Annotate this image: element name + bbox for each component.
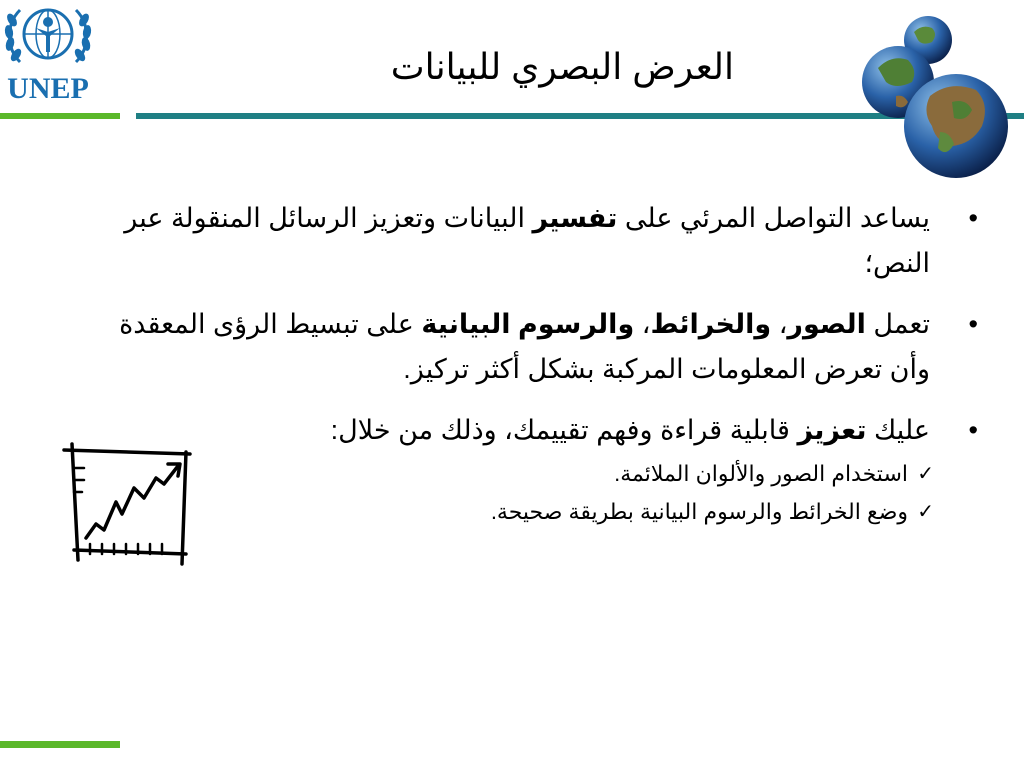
unep-emblem-icon <box>0 0 96 76</box>
page-title: العرض البصري للبيانات <box>390 46 734 87</box>
sub-item-2-text: وضع الخرائط والرسوم البيانية بطريقة صحيحة. <box>490 499 908 524</box>
bullet-2-bold-1: الصور <box>787 309 866 339</box>
bullet-2-text: تعمل <box>865 309 930 339</box>
bullet-3-text: عليك <box>866 415 930 445</box>
bullet-2-text-2: ، <box>771 309 788 339</box>
bullet-1-bold-1: تفسير <box>532 203 618 233</box>
bullet-item-3 <box>72 408 978 529</box>
sub-item-2 <box>72 495 934 529</box>
globes-image <box>856 12 1012 184</box>
bullet-3-bold-1: تعزيز <box>797 415 867 445</box>
bullet-1-text-2: البيانات وتعزيز الرسائل المنقولة عبر النص؛ <box>124 203 930 278</box>
bullet-dot: • <box>968 415 978 445</box>
unep-logo <box>0 0 96 108</box>
bullet-2-bold-3: والرسوم البيانية <box>421 309 635 339</box>
bullet-dot: • <box>968 203 978 233</box>
bullet-3-text-2: قابلية قراءة وفهم تقييمك، وذلك من خلال: <box>330 415 798 445</box>
sub-item-1-text: استخدام الصور والألوان الملائمة. <box>614 461 908 486</box>
bullet-dot: • <box>968 309 978 339</box>
bullet-2-text-4: على تبسيط الرؤى المعقدة وأن تعرض المعلومات المركبة بشكل أكثر تركيز. <box>119 309 930 384</box>
bullet-list <box>72 196 978 545</box>
bullet-2-bold-2: والخرائط <box>650 309 772 339</box>
checkmark-icon: ✓ <box>917 463 934 485</box>
chart-sketch-icon <box>60 438 200 568</box>
checkmark-icon: ✓ <box>917 501 934 523</box>
green-accent-line-bottom <box>0 741 120 748</box>
bullet-item-2 <box>72 302 978 392</box>
bullet-2-text-3: ، <box>634 309 651 339</box>
green-accent-line-top <box>0 113 120 119</box>
unep-logo-text: UNEP <box>7 72 89 105</box>
sub-item-1 <box>72 457 934 491</box>
bullet-1-text: يساعد التواصل المرئي على <box>617 203 930 233</box>
bullet-item-1 <box>72 196 978 286</box>
